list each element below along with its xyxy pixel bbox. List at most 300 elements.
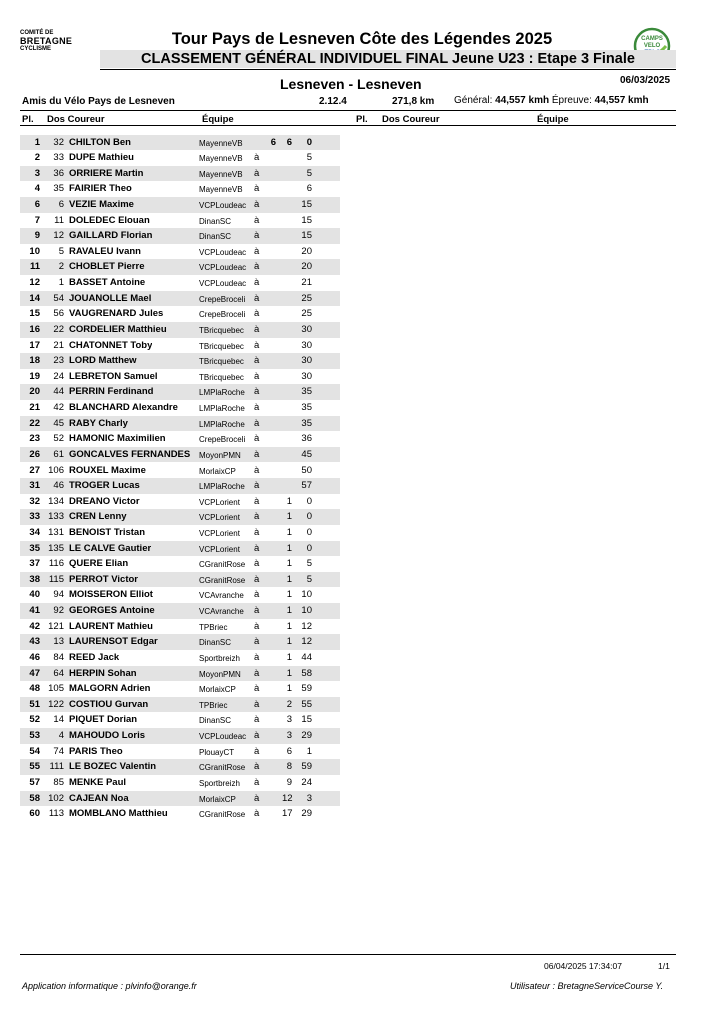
time-seconds: 15 — [301, 198, 312, 210]
table-row — [20, 369, 340, 385]
table-row — [20, 619, 340, 635]
team-name: TBricquebec — [199, 325, 244, 335]
rider-name: COSTIOU Gurvan — [69, 698, 149, 710]
team-name: LMPlaRoche — [199, 419, 245, 429]
bib-number: 113 — [48, 808, 64, 820]
rider-name: GEORGES Antoine — [69, 605, 155, 617]
team-name: VCPLoudeac — [199, 732, 247, 742]
time-prefix: à — [254, 776, 260, 788]
table-row — [20, 775, 340, 791]
rank: 23 — [29, 433, 40, 445]
bib-number: 131 — [48, 527, 64, 538]
time-seconds: 6 — [306, 183, 312, 195]
time-seconds: 45 — [301, 448, 312, 460]
rank: 32 — [29, 495, 40, 507]
table-row — [20, 791, 340, 807]
rank: 6 — [34, 198, 40, 210]
team-name: TPBriec — [199, 622, 228, 632]
table-row — [20, 322, 340, 338]
rider-name: BLANCHARD Alexandre — [69, 402, 178, 414]
logo-line1: COMITÉ DE — [20, 30, 54, 36]
team-name: MayenneVB — [199, 138, 243, 148]
time-prefix: à — [254, 698, 260, 710]
team-name: PlouayCT — [199, 747, 235, 757]
time-minutes: 1 — [286, 573, 292, 585]
time-seconds: 3 — [306, 792, 312, 804]
time-seconds: 12 — [301, 636, 312, 648]
race-date: 06/03/2025 — [620, 75, 671, 86]
rider-name: VAUGRENARD Jules — [69, 308, 164, 320]
time-prefix: à — [254, 480, 260, 492]
rider-name: LE CALVE Gautier — [69, 542, 152, 554]
table-row — [20, 213, 340, 229]
table-row — [20, 150, 340, 166]
time-seconds: 58 — [301, 667, 312, 679]
time-prefix: à — [254, 542, 260, 554]
bib-number: 24 — [53, 370, 64, 382]
table-row — [20, 587, 340, 603]
rank: 17 — [29, 339, 40, 351]
time-prefix: à — [254, 651, 260, 663]
rank: 20 — [29, 386, 40, 398]
table-row — [20, 166, 340, 182]
time-prefix: à — [254, 152, 260, 164]
team-name: MayenneVB — [199, 154, 243, 164]
team-name: MorlaixCP — [199, 466, 236, 476]
rider-name: CORDELIER Matthieu — [69, 323, 167, 335]
rider-name: PIQUET Dorian — [69, 714, 138, 726]
rider-name: GONCALVES FERNANDES — [69, 448, 191, 460]
table-row — [20, 806, 340, 822]
bib-number: 2 — [58, 261, 64, 273]
rank: 55 — [29, 761, 40, 773]
table-row — [20, 259, 340, 275]
time-prefix: à — [254, 245, 260, 257]
bib-number: 13 — [53, 636, 64, 648]
rank: 2 — [34, 152, 40, 164]
table-row — [20, 338, 340, 354]
time-prefix: à — [254, 417, 260, 429]
table-row — [20, 572, 340, 588]
team-name: LMPlaRoche — [199, 482, 245, 492]
time-seconds: 25 — [301, 292, 312, 304]
rider-name: ROUXEL Maxime — [69, 464, 146, 476]
bib-number: 33 — [53, 152, 64, 164]
table-row — [20, 666, 340, 682]
time-prefix: à — [254, 730, 260, 742]
table-row — [20, 447, 340, 463]
rider-name: LAURENT Mathieu — [69, 620, 153, 632]
team-name: CGranitRose — [199, 763, 246, 773]
team-name: DinanSC — [199, 216, 232, 226]
bib-number: 36 — [53, 167, 64, 179]
page-number: 1/1 — [658, 961, 670, 971]
header-pl: Pl. — [22, 114, 34, 125]
bib-number: 106 — [48, 464, 64, 476]
time-seconds: 5 — [306, 167, 312, 179]
table-row — [20, 759, 340, 775]
team-name: VCPLoudeac — [199, 263, 247, 273]
epreuve-speed-value: 44,557 kmh — [594, 95, 649, 106]
time-prefix: à — [254, 308, 260, 320]
rider-name: BASSET Antoine — [69, 277, 146, 289]
time-seconds: 24 — [301, 776, 312, 788]
time-seconds: 35 — [301, 402, 312, 414]
rider-name: BENOIST Tristan — [69, 527, 146, 538]
rank: 46 — [29, 651, 40, 663]
time-prefix: à — [254, 620, 260, 632]
team-name: MoyonPMN — [199, 669, 241, 679]
logo-line2: BRETAGNE — [20, 36, 73, 46]
bib-number: 102 — [48, 792, 64, 804]
rank: 27 — [29, 464, 40, 476]
time-minutes: 1 — [286, 589, 292, 601]
rank: 12 — [29, 277, 40, 289]
bib-number: 32 — [53, 136, 64, 148]
bib-number: 92 — [53, 605, 64, 617]
bib-number: 74 — [53, 745, 64, 757]
time-minutes: 1 — [286, 651, 292, 663]
team-name: VCPLoudeac — [199, 279, 247, 289]
bib-number: 4 — [58, 730, 64, 742]
time-seconds: 0 — [306, 527, 312, 538]
bib-number: 122 — [48, 698, 64, 710]
time-seconds: 30 — [301, 355, 312, 367]
bib-number: 12 — [53, 230, 64, 242]
team-name: MayenneVB — [199, 169, 243, 179]
bib-number: 46 — [53, 480, 64, 492]
team-name: TBricquebec — [199, 357, 244, 367]
rider-name: VEZIE Maxime — [69, 198, 134, 210]
table-row — [20, 509, 340, 525]
team-name: Sportbreizh — [199, 653, 240, 663]
rank: 42 — [29, 620, 40, 632]
time-minutes: 1 — [286, 683, 292, 695]
time-minutes: 1 — [286, 667, 292, 679]
time-seconds: 59 — [301, 683, 312, 695]
rider-name: LORD Matthew — [69, 355, 137, 367]
team-name: TBricquebec — [199, 341, 244, 351]
time-minutes: 9 — [286, 776, 292, 788]
rank: 37 — [29, 558, 40, 570]
bib-number: 1 — [58, 277, 64, 289]
rank: 19 — [29, 370, 40, 382]
team-name: VCPLoudeac — [199, 247, 247, 257]
time-prefix: à — [254, 808, 260, 820]
time-seconds: 30 — [301, 323, 312, 335]
rank: 57 — [29, 776, 40, 788]
time-prefix: à — [254, 198, 260, 210]
logo-line3: CYCLISME — [20, 46, 52, 52]
rider-name: DREANO Victor — [69, 495, 140, 507]
time-minutes: 6 — [286, 745, 292, 757]
table-row — [20, 541, 340, 557]
bib-number: 105 — [48, 683, 64, 695]
rank: 33 — [29, 511, 40, 523]
rank: 53 — [29, 730, 40, 742]
logo-right-text2: VELO — [643, 43, 661, 49]
table-row — [20, 744, 340, 760]
team-name: Sportbreizh — [199, 778, 240, 788]
time-seconds: 15 — [301, 714, 312, 726]
time-seconds: 15 — [301, 230, 312, 242]
time-prefix: à — [254, 605, 260, 617]
rank: 52 — [29, 714, 40, 726]
time-minutes: 1 — [286, 495, 292, 507]
rank: 31 — [29, 480, 40, 492]
time-seconds: 55 — [301, 698, 312, 710]
time-prefix: à — [254, 558, 260, 570]
rank: 10 — [29, 245, 40, 257]
time-seconds: 0 — [306, 542, 312, 554]
bib-number: 44 — [53, 386, 64, 398]
time-minutes: 1 — [286, 527, 292, 538]
table-row — [20, 634, 340, 650]
header-bottom-rule — [20, 125, 676, 126]
bib-number: 64 — [53, 667, 64, 679]
rank: 51 — [29, 698, 40, 710]
rank: 40 — [29, 589, 40, 601]
time-minutes: 8 — [286, 761, 292, 773]
time-prefix: à — [254, 683, 260, 695]
rider-name: CAJEAN Noa — [69, 792, 129, 804]
time-prefix: à — [254, 355, 260, 367]
time-prefix: à — [254, 292, 260, 304]
rank: 1 — [34, 136, 40, 148]
time-prefix: à — [254, 636, 260, 648]
header-equipe-right: Équipe — [537, 114, 569, 125]
time-seconds: 36 — [301, 433, 312, 445]
rank: 22 — [29, 417, 40, 429]
team-name: CrepeBroceli — [199, 310, 246, 320]
footer-rule — [20, 954, 676, 955]
table-row — [20, 650, 340, 666]
rider-name: DOLEDEC Elouan — [69, 214, 150, 226]
average-speeds — [454, 95, 649, 106]
time-prefix: à — [254, 167, 260, 179]
rider-name: HERPIN Sohan — [69, 667, 137, 679]
team-name: LMPlaRoche — [199, 404, 245, 414]
time-seconds: 35 — [301, 386, 312, 398]
team-name: VCPLorient — [199, 544, 240, 554]
table-row — [20, 244, 340, 260]
rider-name: RABY Charly — [69, 417, 128, 429]
time-seconds: 5 — [306, 558, 312, 570]
time-seconds: 30 — [301, 370, 312, 382]
table-row — [20, 712, 340, 728]
time-seconds: 20 — [301, 245, 312, 257]
team-name: DinanSC — [199, 232, 232, 242]
user-credit: Utilisateur : BretagneServiceCourse Y. — [510, 981, 664, 991]
rider-name: QUERE Elian — [69, 558, 129, 570]
table-row — [20, 291, 340, 307]
time-prefix: à — [254, 511, 260, 523]
time-prefix: à — [254, 339, 260, 351]
team-name: CGranitRose — [199, 560, 246, 570]
rank: 26 — [29, 448, 40, 460]
time-prefix: à — [254, 464, 260, 476]
team-name: DinanSC — [199, 716, 232, 726]
time-seconds: 57 — [301, 480, 312, 492]
rank: 15 — [29, 308, 40, 320]
header-top-rule — [20, 110, 676, 111]
table-row — [20, 556, 340, 572]
application-credit: Application informatique : plvinfo@orange.fr — [22, 981, 197, 991]
time-seconds: 50 — [301, 464, 312, 476]
time-prefix: à — [254, 277, 260, 289]
rider-name: CHATONNET Toby — [69, 339, 153, 351]
table-row — [20, 181, 340, 197]
rank: 54 — [29, 745, 40, 757]
team-name: TPBriec — [199, 700, 228, 710]
table-row — [20, 306, 340, 322]
bib-number: 6 — [58, 198, 64, 210]
header-dos-coureur-right: Dos Coureur — [382, 114, 440, 125]
print-timestamp: 06/04/2025 17:34:07 — [544, 961, 622, 971]
rank: 48 — [29, 683, 40, 695]
rank: 43 — [29, 636, 40, 648]
rider-name: PARIS Theo — [69, 745, 123, 757]
table-row — [20, 197, 340, 213]
time-seconds: 0 — [306, 136, 312, 148]
team-name: CrepeBroceli — [199, 294, 246, 304]
team-name: MayenneVB — [199, 185, 243, 195]
bib-number: 111 — [49, 761, 64, 773]
bib-number: 45 — [53, 417, 64, 429]
race-code: 2.12.4 — [319, 96, 347, 107]
bib-number: 54 — [53, 292, 64, 304]
rider-name: MAHOUDO Loris — [69, 730, 145, 742]
table-row — [20, 525, 340, 541]
time-seconds: 59 — [301, 761, 312, 773]
time-minutes: 17 — [282, 808, 293, 820]
time-prefix: à — [254, 667, 260, 679]
rank: 34 — [29, 527, 40, 538]
time-prefix: à — [254, 527, 260, 538]
bib-number: 84 — [53, 651, 64, 663]
table-row — [20, 353, 340, 369]
rider-name: MOMBLANO Matthieu — [69, 808, 168, 820]
time-minutes: 1 — [286, 511, 292, 523]
time-seconds: 0 — [306, 495, 312, 507]
team-name: VCAvranche — [199, 591, 244, 601]
rank: 47 — [29, 667, 40, 679]
bib-number: 85 — [53, 776, 64, 788]
rider-name: MENKE Paul — [69, 776, 127, 788]
team-name: VCAvranche — [199, 607, 244, 617]
rider-name: LAURENSOT Edgar — [69, 636, 158, 648]
time-seconds: 5 — [306, 152, 312, 164]
table-row — [20, 384, 340, 400]
table-row — [20, 603, 340, 619]
time-minutes: 1 — [286, 620, 292, 632]
team-name: VCPLorient — [199, 497, 240, 507]
bib-number: 23 — [53, 355, 64, 367]
bib-number: 94 — [53, 589, 64, 601]
bib-number: 21 — [53, 339, 64, 351]
team-name: MorlaixCP — [199, 794, 236, 804]
time-minutes: 6 — [286, 136, 292, 148]
rider-name: HAMONIC Maximilien — [69, 433, 166, 445]
time-seconds: 12 — [301, 620, 312, 632]
time-minutes: 1 — [286, 558, 292, 570]
time-minutes: 1 — [286, 542, 292, 554]
time-prefix: à — [254, 714, 260, 726]
general-speed-value: 44,557 kmh — [495, 95, 550, 106]
team-name: VCPLoudeac — [199, 200, 247, 210]
table-row — [20, 431, 340, 447]
time-prefix: à — [254, 589, 260, 601]
table-row — [20, 228, 340, 244]
table-row — [20, 275, 340, 291]
rank: 38 — [29, 573, 40, 585]
bib-number: 116 — [48, 558, 64, 570]
team-name: DinanSC — [199, 638, 232, 648]
team-name: CGranitRose — [199, 575, 246, 585]
rider-name: PERRIN Ferdinand — [69, 386, 154, 398]
rider-name: GAILLARD Florian — [69, 230, 153, 242]
bib-number: 121 — [48, 620, 64, 632]
team-name: CGranitRose — [199, 810, 246, 820]
bib-number: 35 — [53, 183, 64, 195]
time-seconds: 15 — [301, 214, 312, 226]
header-equipe: Équipe — [202, 114, 234, 125]
bib-number: 133 — [48, 511, 64, 523]
time-seconds: 10 — [301, 589, 312, 601]
race-distance: 271,8 km — [392, 96, 435, 107]
time-seconds: 29 — [301, 730, 312, 742]
time-prefix: à — [254, 214, 260, 226]
time-prefix: à — [254, 230, 260, 242]
time-minutes: 1 — [286, 605, 292, 617]
time-seconds: 0 — [306, 511, 312, 523]
time-prefix: à — [254, 745, 260, 757]
rank: 21 — [29, 402, 40, 414]
time-seconds: 30 — [301, 339, 312, 351]
bib-number: 115 — [48, 573, 64, 585]
time-seconds: 1 — [306, 745, 312, 757]
time-prefix: à — [254, 402, 260, 414]
time-prefix: à — [254, 261, 260, 273]
bib-number: 22 — [53, 323, 64, 335]
bib-number: 52 — [53, 433, 64, 445]
table-row — [20, 494, 340, 510]
table-row — [20, 728, 340, 744]
header-dos-coureur: Dos Coureur — [47, 114, 105, 125]
bib-number: 11 — [54, 214, 64, 226]
time-seconds: 25 — [301, 308, 312, 320]
stage-place: Lesneven - Lesneven — [280, 76, 422, 92]
time-prefix: à — [254, 386, 260, 398]
time-seconds: 44 — [301, 651, 312, 663]
time-prefix: à — [254, 433, 260, 445]
time-seconds: 5 — [306, 573, 312, 585]
rank: 11 — [29, 261, 40, 273]
header-pl-right: Pl. — [356, 114, 368, 125]
time-minutes: 3 — [286, 730, 292, 742]
time-prefix: à — [254, 792, 260, 804]
rank: 9 — [34, 230, 40, 242]
rank: 60 — [29, 808, 40, 820]
rank: 3 — [34, 167, 40, 179]
general-speed-label: Général: — [454, 95, 493, 106]
rider-name: RAVALEU Ivann — [69, 245, 141, 257]
time-prefix: à — [254, 183, 260, 195]
time-seconds: 10 — [301, 605, 312, 617]
time-minutes: 1 — [286, 636, 292, 648]
table-row — [20, 400, 340, 416]
time-seconds: 21 — [301, 277, 312, 289]
